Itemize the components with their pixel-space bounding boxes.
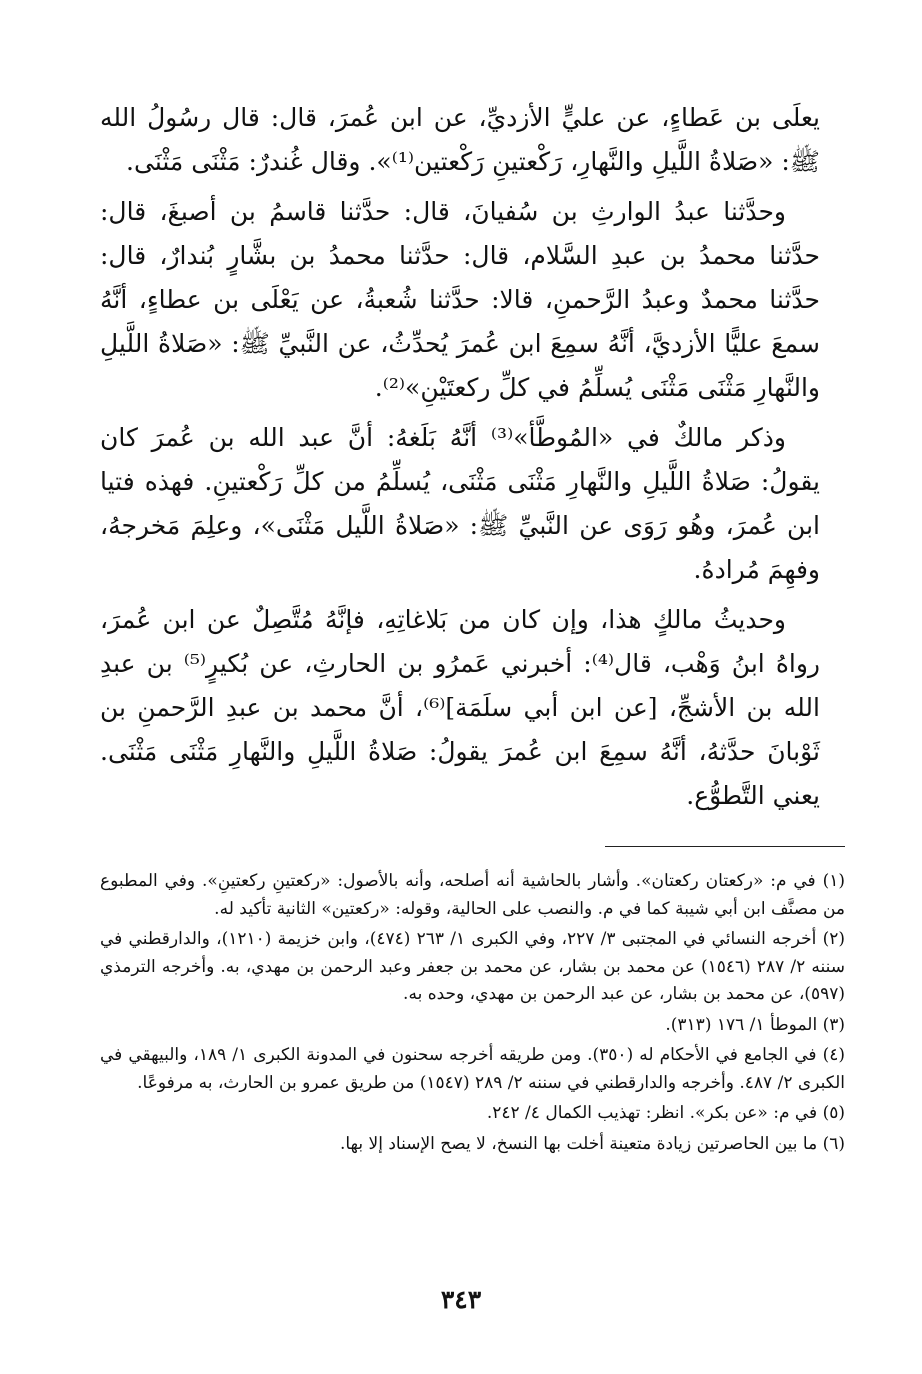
footnote-divider [605, 846, 845, 847]
footnote-1: (١) في م: «ركعتان ركعتان». وأشار بالحاشية أنه أصلحه، وأنه بالأصول: «ركعتينِ ركعتينِ». وفي المطبوع من مصنَّف ابن أبي شيبة كما في م. والنصب على الحالية، وقوله: «ركعتين» الثانية تأكيد له. [100, 871, 845, 919]
footnote-5: (٥) في م: «عن بكر». انظر: تهذيب الكمال ٤/ ٢٤٢. [486, 1103, 845, 1123]
paragraph-1: يعلَى بن عَطاءٍ، عن عليٍّ الأزديِّ، عن ابن عُمرَ، قال: قال رسُولُ الله ﷺ: «صَلاةُ اللَّيلِ والنَّهارِ، رَكْعتينِ رَكْعتين⁽¹⁾». وقال غُندرٌ: مَثْنَى مَثْنَى. [100, 103, 820, 176]
footnote-2: (٢) أخرجه النسائي في المجتبى ٣/ ٢٢٧، وفي الكبرى ١/ ٢٦٣ (٤٧٤)، وابن خزيمة (١٢١٠)، والدارقطني في سننه ٢/ ٢٨٧ (١٥٤٦) عن محمد بن بشار، عن محمد بن جعفر وعبد الرحمن بن مهدي، به. وأخرجه الترمذي (٥٩٧)، عن محمد بن بشار، عن عبد الرحمن بن مهدي، وحده به. [100, 929, 845, 1004]
paragraph-3: وذكر مالكٌ في «المُوطَّأ»⁽³⁾ أنَّهُ بَلَغهُ: أنَّ عبد الله بن عُمرَ كان يقولُ: صَلاةُ اللَّيلِ والنَّهارِ مَثْنَى مَثْنَى، يُسلِّمُ من كلِّ رَكْعتينِ. فهذه فتيا ابن عُمرَ، وهُو رَوَى عن النَّبيِّ ﷺ: «صَلاةُ اللَّيل مَثْنَى»، وعلِمَ مَخرجهُ، وفهِمَ مُرادهُ. [100, 423, 820, 584]
paragraph-4: وحديثُ مالكٍ هذا، وإن كان من بَلاغاتِهِ، فإنَّهُ مُتَّصِلٌ عن ابن عُمرَ، رواهُ ابنُ وَهْب، قال⁽⁴⁾: أخبرني عَمرُو بن الحارثِ، عن بُكيرٍ⁽⁵⁾ بن عبدِ الله بن الأشجِّ، [عن ابن أبي سلَمَة]⁽⁶⁾، أنَّ محمد بن عبدِ الرَّحمنِ بن ثَوْبانَ حدَّثهُ، أنَّهُ سمِعَ ابن عُمرَ يقولُ: صَلاةُ اللَّيلِ والنَّهارِ مَثْنَى مَثْنَى. يعني التَّطوُّع. [100, 605, 821, 810]
main-text-body [100, 96, 820, 824]
page-number: ٣٤٣ [440, 1285, 482, 1314]
footnote-3: (٣) الموطأ ١/ ١٧٦ (٣١٣). [665, 1014, 845, 1035]
footnote-6: (٦) ما بين الحاصرتين زيادة متعينة أخلت بها النسخ، لا يصح الإسناد إلا بها. [339, 1133, 845, 1154]
footnotes-section [100, 868, 845, 1161]
footnote-4: (٤) في الجامع في الأحكام له (٣٥٠). ومن طريقه أخرجه سحنون في المدونة الكبرى ١/ ١٨٩، والبيهقي في الكبرى ٢/ ٤٨٧. وأخرجه والدارقطني في سننه ٢/ ٢٨٩ (١٥٤٧) من طريق عمرو بن الحارث، به مرفوعًا. [100, 1045, 845, 1093]
paragraph-2: وحدَّثنا عبدُ الوارثِ بن سُفيانَ، قال: حدَّثنا قاسمُ بن أصبغَ، قال: حدَّثنا محمدُ بن عبدِ السَّلام، قال: حدَّثنا محمدُ بن بشَّارٍ بُندارٌ، قال: حدَّثنا محمدٌ وعبدُ الرَّحمنِ، قالا: حدَّثنا شُعبةُ، عن يَعْلَى بن عطاءٍ، أنَّهُ سمعَ عليًّا الأزديَّ، أنَّهُ سمِعَ ابن عُمرَ يُحدِّثُ، عن النَّبيِّ ﷺ: «صَلاةُ اللَّيلِ والنَّهارِ مَثْنَى مَثْنَى يُسلِّمُ في كلِّ ركعتَيْنِ»⁽²⁾. [100, 197, 820, 402]
